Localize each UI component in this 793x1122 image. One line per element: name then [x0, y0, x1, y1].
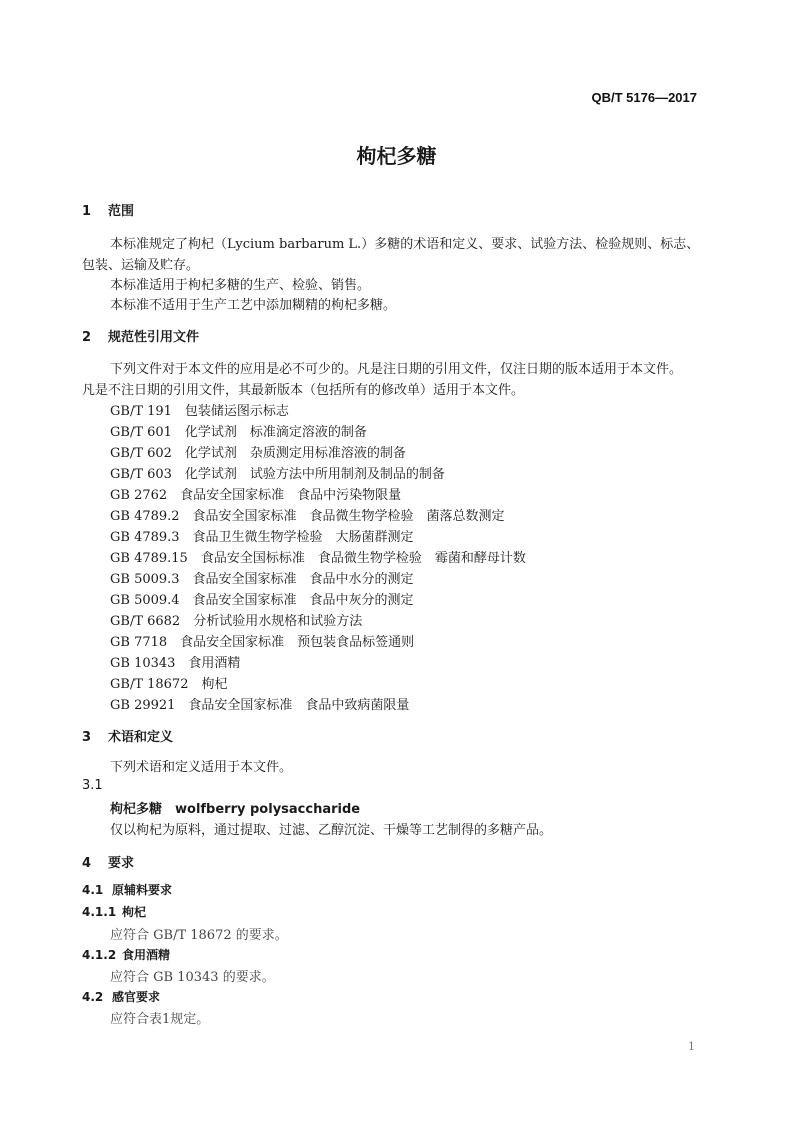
paragraph-line: 包装、运输及贮存。	[82, 258, 200, 273]
subsection-4-1-1-heading	[82, 903, 146, 920]
reference-item: GB 7718 食品安全国家标准 预包装食品标签通则	[110, 635, 415, 650]
reference-item: GB 4789.3 食品卫生微生物学检验 大肠菌群测定	[110, 530, 414, 545]
section-title: 术语和定义	[108, 730, 174, 745]
section-number: 1	[82, 204, 92, 219]
subsection-title: 枸杞	[122, 905, 147, 919]
reference-item: GB 4789.15 食品安全国标标准 食品微生物学检验 霉菌和酵母计数	[110, 551, 526, 566]
paragraph-line: 下列文件对于本文件的应用是必不可少的。凡是注日期的引用文件，仅注日期的版本适用于本文件。	[110, 362, 683, 377]
section-4-heading	[82, 852, 134, 871]
subsection-title: 感官要求	[112, 990, 161, 1004]
subsection-title: 原辅料要求	[112, 883, 173, 897]
reference-item: GB/T 601 化学试剂 标准滴定溶液的制备	[110, 425, 367, 440]
section-number: 4	[82, 856, 92, 871]
subsection-number: 4.2	[82, 990, 104, 1004]
section-3-heading	[82, 726, 173, 745]
subsection-title: 食用酒精	[122, 948, 171, 962]
subsection-4-2-heading	[82, 988, 160, 1005]
paragraph-line: 本标准规定了枸杞（Lycium barbarum L.）多糖的术语和定义、要求、试验方法、检验规则、标志、	[110, 237, 700, 252]
paragraph: 应符合 GB/T 18672 的要求。	[110, 928, 288, 943]
reference-item: GB 5009.3 食品安全国家标准 食品中水分的测定	[110, 572, 414, 587]
term-heading: 枸杞多糖 wolfberry polysaccharide	[110, 802, 361, 817]
reference-item: GB 5009.4 食品安全国家标准 食品中灰分的测定	[110, 593, 414, 608]
subsection-number: 4.1.2	[82, 948, 117, 962]
reference-item: GB 2762 食品安全国家标准 食品中污染物限量	[110, 488, 402, 503]
section-number: 3	[82, 730, 92, 745]
page-number: 1	[688, 1040, 695, 1053]
section-number: 2	[82, 330, 92, 345]
subsection-4-1-heading	[82, 881, 172, 898]
section-title: 范围	[108, 204, 135, 219]
paragraph: 下列术语和定义适用于本文件。	[110, 760, 293, 775]
section-title: 要求	[108, 856, 135, 871]
term-definition: 仅以枸杞为原料，通过提取、过滤、乙醇沉淀、干燥等工艺制得的多糖产品。	[110, 823, 553, 838]
paragraph: 本标准不适用于生产工艺中添加糊精的枸杞多糖。	[110, 298, 397, 313]
paragraph: 应符合表1规定。	[110, 1012, 210, 1027]
reference-item: GB/T 602 化学试剂 杂质测定用标准溶液的制备	[110, 446, 406, 461]
paragraph: 本标准适用于枸杞多糖的生产、检验、销售。	[110, 278, 371, 293]
document-title: 枸杞多糖	[356, 144, 437, 168]
subsection-number: 4.1	[82, 883, 104, 897]
subsection-number: 4.1.1	[82, 905, 117, 919]
reference-item: GB 29921 食品安全国家标准 食品中致病菌限量	[110, 698, 410, 713]
subsection-number: 3.1	[82, 778, 103, 793]
paragraph-line: 凡是不注日期的引用文件，其最新版本（包括所有的修改单）适用于本文件。	[82, 383, 525, 398]
reference-item: GB 10343 食用酒精	[110, 656, 241, 671]
reference-item: GB/T 6682 分析试验用水规格和试验方法	[110, 614, 363, 629]
standard-code: QB/T 5176—2017	[591, 90, 697, 105]
reference-item: GB/T 191 包装储运图示标志	[110, 404, 289, 419]
reference-item: GB 4789.2 食品安全国家标准 食品微生物学检验 菌落总数测定	[110, 509, 505, 524]
reference-item: GB/T 603 化学试剂 试验方法中所用制剂及制品的制备	[110, 467, 445, 482]
section-1-heading	[82, 200, 134, 219]
section-title: 规范性引用文件	[108, 330, 200, 345]
paragraph: 应符合 GB 10343 的要求。	[110, 970, 275, 985]
section-2-heading	[82, 326, 199, 345]
reference-item: GB/T 18672 枸杞	[110, 677, 228, 692]
subsection-4-1-2-heading	[82, 946, 170, 963]
